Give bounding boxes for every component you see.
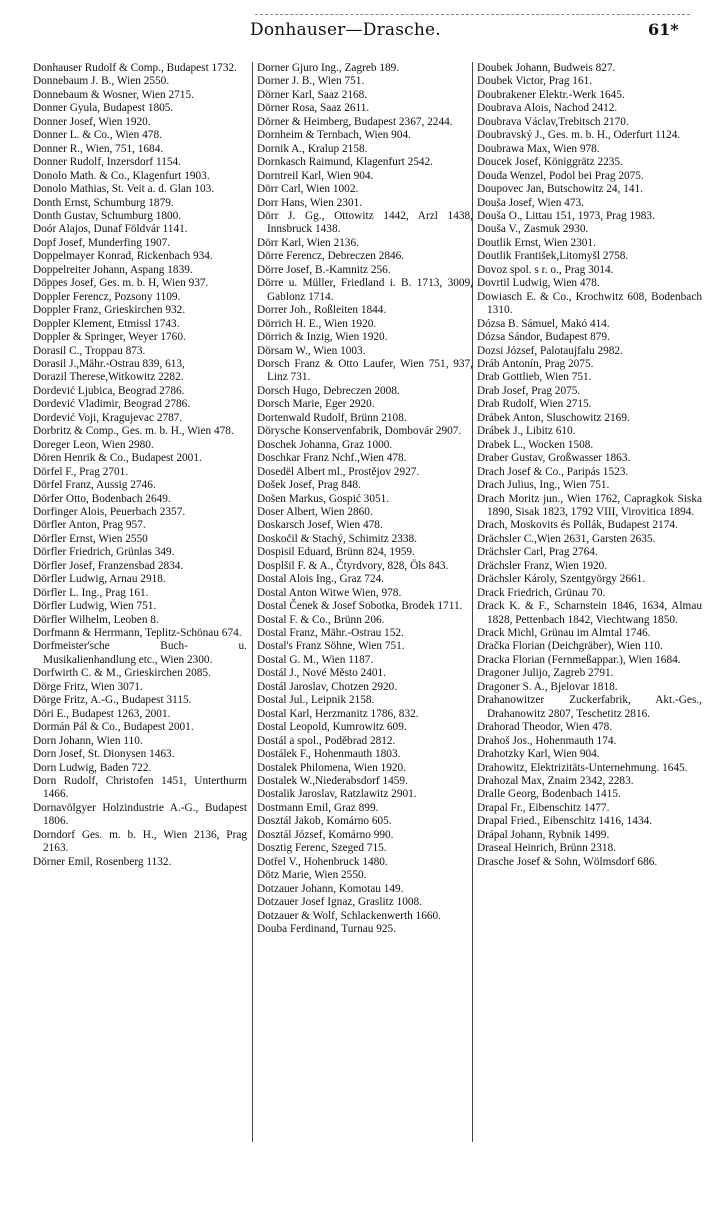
directory-entry: Drahoš Jos., Hohenmauth 174. xyxy=(477,734,617,747)
directory-entry: Doubrakener Elektr.-Werk 1645. xyxy=(477,88,625,101)
directory-entry: Dörfler Anton, Prag 957. xyxy=(33,519,146,532)
directory-entry: Doppelreiter Johann, Aspang 1839. xyxy=(33,263,193,276)
directory-entry: Donolo Math. & Co., Klagenfurt 1903. xyxy=(33,169,210,182)
directory-entry: Doppler Klement, Etmissl 1743. xyxy=(33,317,180,330)
directory-entry: Douša V., Zasmuk 2930. xyxy=(477,223,589,236)
directory-entry: Dotřel V., Hohenbruck 1480. xyxy=(257,855,388,868)
directory-entry: Dostal F. & Co., Brünn 206. xyxy=(257,613,385,626)
directory-entry: Drapal Fr., Eibenschitz 1477. xyxy=(477,801,610,814)
directory-entry: Doskarsch Josef, Wien 478. xyxy=(257,519,383,532)
directory-entry: Dosztál Jakob, Komárno 605. xyxy=(257,815,392,828)
directory-entry: Drabek L., Wocken 1508. xyxy=(477,438,594,451)
directory-entry: Dorsch Franz & Otto Laufer, Wien 751, 937, Linz 731. xyxy=(257,357,473,384)
directory-entry: Dorazil Therese,Witkowitz 2282. xyxy=(33,371,184,384)
directory-entry: Dornavölgyer Holzindustrie A.-G., Budapest 1806. xyxy=(33,801,247,828)
directory-entry: Dörr Karl, Wien 2136. xyxy=(257,236,359,249)
directory-entry: Donhauser Rudolf & Comp., Budapest 1732. xyxy=(33,62,237,74)
directory-entry: Dörge Fritz, Wien 3071. xyxy=(33,680,143,693)
directory-entry: Dostalek Philomena, Wien 1920. xyxy=(257,761,406,774)
directory-entry: Dörfler Ernst, Wien 2550 xyxy=(33,532,148,545)
directory-entry: Donolo Mathias, St. Veit a. d. Glan 103. xyxy=(33,183,215,196)
directory-entry: Doubek Johann, Budweis 827. xyxy=(477,62,616,74)
directory-entry: Dörfler Ludwig, Arnau 2918. xyxy=(33,573,166,586)
directory-entry: Drach, Moskovits és Pollák, Budapest 2174. xyxy=(477,519,678,532)
directory-entry: Drach Josef & Co., Paripás 1523. xyxy=(477,465,629,478)
directory-entry: Dostál J., Nové Město 2401. xyxy=(257,667,386,680)
directory-entry: Dörner Emil, Rosenberg 1132. xyxy=(33,855,172,868)
directory-entry: Doubrava Alois, Nachod 2412. xyxy=(477,102,618,115)
directory-entry: Dörr Carl, Wien 1002. xyxy=(257,183,359,196)
directory-entry: Doppler Ferencz, Pozsony 1109. xyxy=(33,290,181,303)
directory-entry: Dostal Karl, Herzmanitz 1786, 832. xyxy=(257,707,419,720)
directory-entry: Douda Wenzel, Podol bei Prag 2075. xyxy=(477,169,644,182)
directory-entry: Dörfel F., Prag 2701. xyxy=(33,465,129,478)
directory-entry: Donner R., Wien, 751, 1684. xyxy=(33,142,164,155)
column-left xyxy=(33,62,247,869)
directory-entry: Doubravský J., Ges. m. b. H., Oderfurt 1124. xyxy=(477,129,681,142)
directory-entry: Dostal Leopold, Kumrowitz 609. xyxy=(257,721,407,734)
directory-entry: Dostal Alois Ing., Graz 724. xyxy=(257,573,385,586)
directory-entry: Draseal Heinrich, Brünn 2318. xyxy=(477,842,616,855)
directory-entry: Dorn Rudolf, Christofen 1451, Unterthurm 1466. xyxy=(33,775,247,801)
directory-entry: Dorfmeister'sche Buch- u. Musikalienhandlung etc., Wien 2300. xyxy=(33,640,247,666)
directory-entry: Dorasil C., Troppau 873. xyxy=(33,344,146,357)
directory-entry: Drahorad Theodor, Wien 478. xyxy=(477,721,613,734)
directory-entry: Dotzauer & Wolf, Schlackenwerth 1660. xyxy=(257,909,441,922)
directory-entry: Drach Julius, Ing., Wien 751. xyxy=(477,479,610,492)
directory-entry: Douša O., Littau 151, 1973, Prag 1983. xyxy=(477,209,655,222)
directory-entry: Dovoz spol. s r. o., Prag 3014. xyxy=(477,263,614,276)
directory-entry: Dózsa B. Sámuel, Makó 414. xyxy=(477,317,610,330)
directory-entry: Dostmann Emil, Graz 899. xyxy=(257,801,379,814)
directory-entry: Dozsi József, Palotaujfalu 2982. xyxy=(477,344,623,357)
directory-entry: Doubrawa Max, Wien 978. xyxy=(477,142,600,155)
directory-entry: Dornik A., Kralup 2158. xyxy=(257,142,368,155)
directory-entry: Došek Josef, Prag 848. xyxy=(257,479,361,492)
directory-entry: Donth Ernst, Schumburg 1879. xyxy=(33,196,174,209)
directory-entry: Dotzauer Johann, Komotau 149. xyxy=(257,882,404,895)
directory-entry: Drábek Anton, Sluschowitz 2169. xyxy=(477,411,630,424)
directory-entry: Dracka Florian (Fernmeßappar.), Wien 1684. xyxy=(477,653,681,666)
directory-entry: Drab Rudolf, Wien 2715. xyxy=(477,398,592,411)
directory-entry: Dörfel Franz, Aussig 2746. xyxy=(33,479,156,492)
directory-entry: Dörfler Josef, Franzensbad 2834. xyxy=(33,559,184,572)
directory-entry: Dosedël Albert ml., Prostějov 2927. xyxy=(257,465,420,478)
directory-entry: Döppes Josef, Ges. m. b. H, Wien 937. xyxy=(33,277,209,290)
directory-entry: Doór Alajos, Dunaf Földvár 1141. xyxy=(33,223,188,236)
directory-entry: Doubrava Václav,Trebitsch 2170. xyxy=(477,115,629,128)
directory-entry: Dordević Vladimir, Beograd 2786. xyxy=(33,398,191,411)
directory-entry: Doubek Victor, Prag 161. xyxy=(477,75,593,88)
directory-entry: Donnebaum & Wosner, Wien 2715. xyxy=(33,88,194,101)
directory-entry: Dorasil J.,Mähr.-Ostrau 839, 613, xyxy=(33,357,185,370)
directory-entry: Dortenwald Rudolf, Brünn 2108. xyxy=(257,411,407,424)
directory-entry: Dörysche Konservenfabrik, Dombovár 2907. xyxy=(257,425,462,438)
directory-entry: Dorner J. B., Wien 751. xyxy=(257,75,365,88)
directory-entry: Doucek Josef, Königgrätz 2235. xyxy=(477,156,623,169)
directory-entry: Dorfinger Alois, Peuerbach 2357. xyxy=(33,505,186,518)
directory-entry: Dosplšil F. & A., Čtyrdvory, 828, Öls 843. xyxy=(257,559,449,572)
directory-entry: Dostal Anton Witwe Wien, 978. xyxy=(257,586,402,599)
directory-entry: Dornheim & Ternbach, Wien 904. xyxy=(257,129,411,142)
page-header xyxy=(0,14,705,44)
directory-entry: Dragoner S. A., Bjelovar 1818. xyxy=(477,680,618,693)
directory-entry: Douba Ferdinand, Turnau 925. xyxy=(257,923,397,935)
directory-entry: Drahotzky Karl, Wien 904. xyxy=(477,748,600,761)
directory-entry: Dörge Fritz, A.-G., Budapest 3115. xyxy=(33,694,192,707)
directory-entry: Dosztig Ferenc, Szeged 715. xyxy=(257,842,387,855)
directory-entry: Drahozal Max, Znaim 2342, 2283. xyxy=(477,775,634,788)
directory-entry: Dörsam W., Wien 1003. xyxy=(257,344,366,357)
directory-entry: Drack Michl, Grünau im Almtal 1746. xyxy=(477,627,651,640)
directory-entry: Dosztál József, Komárno 990. xyxy=(257,828,394,841)
directory-entry: Dörre Ferencz, Debreczen 2846. xyxy=(257,250,405,263)
directory-entry: Drahowitz, Elektrizitäts-Unternehmung. 1645. xyxy=(477,761,688,774)
directory-entry: Dostal Jul., Leipnik 2158. xyxy=(257,694,375,707)
directory-entry: Drábek J., Libitz 610. xyxy=(477,425,576,438)
directory-entry: Dralle Georg, Bodenbach 1415. xyxy=(477,788,621,801)
directory-entry: Dopf Josef, Munderfing 1907. xyxy=(33,236,171,249)
directory-entry: Dörfler L. Ing., Prag 161. xyxy=(33,586,149,599)
directory-entry: Drächsler Carl, Prag 2764. xyxy=(477,546,598,559)
directory-entry: Doser Albert, Wien 2860. xyxy=(257,505,373,518)
directory-entry: Douša Josef, Wien 473. xyxy=(477,196,584,209)
directory-entry: Dospisil Eduard, Brünn 824, 1959. xyxy=(257,546,415,559)
directory-entry: Dörfler Ludwig, Wien 751. xyxy=(33,600,157,613)
directory-entry: Dorn Ludwig, Baden 722. xyxy=(33,761,152,774)
directory-entry: Dorrer Joh., Roßleiten 1844. xyxy=(257,304,387,317)
directory-entry: Drab Gottlieb, Wien 751. xyxy=(477,371,592,384)
directory-entry: Dörre u. Müller, Friedland i. B. 1713, 3009, Gablonz 1714. xyxy=(257,277,473,303)
directory-entry: Dötz Marie, Wien 2550. xyxy=(257,869,367,882)
directory-entry: Drächsler C.,Wien 2631, Garsten 2635. xyxy=(477,532,656,545)
directory-entry: Dostal G. M., Wien 1187. xyxy=(257,653,374,666)
directory-entry: Doppler & Springer, Weyer 1760. xyxy=(33,331,186,344)
directory-entry: Dörrich H. E., Wien 1920. xyxy=(257,317,377,330)
directory-entry: Doskočil & Stachý, Schimitz 2338. xyxy=(257,532,418,545)
directory-entry: Dorn Josef, St. Dionysen 1463. xyxy=(33,748,175,761)
directory-entry: Dostál a spol., Poděbrad 2812. xyxy=(257,734,396,747)
directory-entry: Dostal Franz, Mähr.-Ostrau 152. xyxy=(257,627,404,640)
directory-entry: Drack Friedrich, Grünau 70. xyxy=(477,586,606,599)
directory-entry: Dorsch Marie, Eger 2920. xyxy=(257,398,375,411)
directory-entry: Draber Gustav, Großwasser 1863. xyxy=(477,452,631,465)
directory-entry: Dordević Voji, Kragujevac 2787. xyxy=(33,411,183,424)
directory-entry: Dragoner Julijo, Zagreb 2791. xyxy=(477,667,614,680)
directory-entry: Dovrtil Ludwig, Wien 478. xyxy=(477,277,600,290)
directory-entry: Dorfmann & Herrmann, Teplitz-Schönau 674. xyxy=(33,627,242,640)
page-number: 61* xyxy=(648,20,679,39)
directory-entry: Doppler Franz, Grieskirchen 932. xyxy=(33,304,186,317)
directory-entry: Dostal's Franz Söhne, Wien 751. xyxy=(257,640,405,653)
directory-entry: Dörfer Otto, Bodenbach 2649. xyxy=(33,492,171,505)
directory-entry: Doutlik Ernst, Wien 2301. xyxy=(477,236,596,249)
directory-entry: Dostál Jaroslav, Chotzen 2920. xyxy=(257,680,398,693)
directory-entry: Dorner Gjuro Ing., Zagreb 189. xyxy=(257,62,400,74)
directory-entry: Donner Josef, Wien 1920. xyxy=(33,115,151,128)
page-title: Donhauser—Drasche. xyxy=(250,20,441,40)
directory-entry: Dotzauer Josef Ignaz, Graslitz 1008. xyxy=(257,896,423,909)
directory-entry: Dören Henrik & Co., Budapest 2001. xyxy=(33,452,202,465)
directory-entry: Dörner & Heimberg, Budapest 2367, 2244. xyxy=(257,115,453,128)
directory-entry: Drasche Josef & Sohn, Wölmsdorf 686. xyxy=(477,855,658,868)
directory-entry: Drächsler Franz, Wien 1920. xyxy=(477,559,608,572)
directory-entry: Dózsa Sándor, Budapest 879. xyxy=(477,331,610,344)
directory-entry: Döri E., Budapest 1263, 2001. xyxy=(33,707,171,720)
directory-entry: Dordević Ljubica, Beograd 2786. xyxy=(33,384,185,397)
directory-entry: Dörner Karl, Saaz 2168. xyxy=(257,88,368,101)
directory-entry: Donner Gyula, Budapest 1805. xyxy=(33,102,174,115)
directory-entry: Dráb Antonín, Prag 2075. xyxy=(477,357,594,370)
directory-entry: Doreger Leon, Wien 2980. xyxy=(33,438,154,451)
directory-entry: Dörfler Wilhelm, Leoben 8. xyxy=(33,613,159,626)
directory-entry: Dorsch Hugo, Debreczen 2008. xyxy=(257,384,400,397)
directory-entry: Dostálek F., Hohenmauth 1803. xyxy=(257,748,401,761)
directory-entry: Dorr Hans, Wien 2301. xyxy=(257,196,363,209)
directory-entry: Donth Gustav, Schumburg 1800. xyxy=(33,209,182,222)
directory-entry: Dorfwirth C. & M., Grieskirchen 2085. xyxy=(33,667,211,680)
directory-entry: Drapal Fried., Eibenschitz 1416, 1434. xyxy=(477,815,653,828)
column-right xyxy=(472,62,702,1142)
directory-entry: Dörrich & Inzig, Wien 1920. xyxy=(257,331,388,344)
directory-entry: Doschek Johanna, Graz 1000. xyxy=(257,438,393,451)
directory-entry: Donner Rudolf, Inzersdorf 1154. xyxy=(33,156,181,169)
directory-entry: Dorn Johann, Wien 110. xyxy=(33,734,143,747)
directory-entry: Donnebaum J. B., Wien 2550. xyxy=(33,75,170,88)
directory-entry: Dorbritz & Comp., Ges. m. b. H., Wien 478. xyxy=(33,425,234,438)
directory-entry: Drápal Johann, Rybnik 1499. xyxy=(477,828,610,841)
directory-entry: Dostalek W.,Niederabsdorf 1459. xyxy=(257,775,408,788)
directory-entry: Dörr J. Gg., Ottowitz 1442, Arzl 1438, Innsbruck 1438. xyxy=(257,209,473,236)
directory-entry: Dowiasch E. & Co., Krochwitz 608, Bodenbach 1310. xyxy=(477,290,702,317)
directory-entry: Drab Josef, Prag 2075. xyxy=(477,384,581,397)
directory-entry: Dostal Čenek & Josef Sobotka, Brodek 1711. xyxy=(257,600,463,613)
directory-entry: Drahanowitzer Zuckerfabrik, Akt.-Ges., Drahanowitz 2807, Teschetitz 2816. xyxy=(477,694,702,720)
directory-entry: Dörfler Friedrich, Grünlas 349. xyxy=(33,546,175,559)
column-middle xyxy=(252,62,473,1142)
directory-entry: Doschkar Franz Nchf.,Wien 478. xyxy=(257,452,407,465)
directory-entry: Dörre Josef, B.-Kamnitz 256. xyxy=(257,263,391,276)
directory-entry: Dorndorf Ges. m. b. H., Wien 2136, Prag 2163. xyxy=(33,828,247,855)
directory-entry: Donner L. & Co., Wien 478. xyxy=(33,129,162,142)
directory-entry: Dörner Rosa, Saaz 2611. xyxy=(257,102,370,115)
directory-entry: Doppelmayer Konrad, Rickenbach 934. xyxy=(33,250,213,263)
header-rule xyxy=(255,14,690,15)
directory-entry: Dorntreil Karl, Wien 904. xyxy=(257,169,374,182)
directory-entry: Dostalik Jaroslav, Ratzlawitz 2901. xyxy=(257,788,417,801)
directory-entry: Došen Markus, Gospić 3051. xyxy=(257,492,390,505)
directory-entry: Doupovec Jan, Butschowitz 24, 141. xyxy=(477,183,643,196)
directory-entry: Drack K. & F., Scharnstein 1846, 1634, Almau 1828, Pettenbach 1842, Viechtwang 1850. xyxy=(477,600,702,626)
directory-entry: Dormán Pál & Co., Budapest 2001. xyxy=(33,721,194,734)
directory-entry: Drach Moritz jun., Wien 1762, Capragkok Siska 1890, Sisak 1823, 1792 VIII, Virovitica 1894. xyxy=(477,492,702,518)
directory-entry: Dračka Florian (Deichgräber), Wien 110. xyxy=(477,640,663,653)
directory-entry: Dornkasch Raimund, Klagenfurt 2542. xyxy=(257,156,434,169)
directory-entry: Doutlik František,Litomyšl 2758. xyxy=(477,250,629,263)
directory-entry: Drächsler Károly, Szentgyörgy 2661. xyxy=(477,573,646,586)
